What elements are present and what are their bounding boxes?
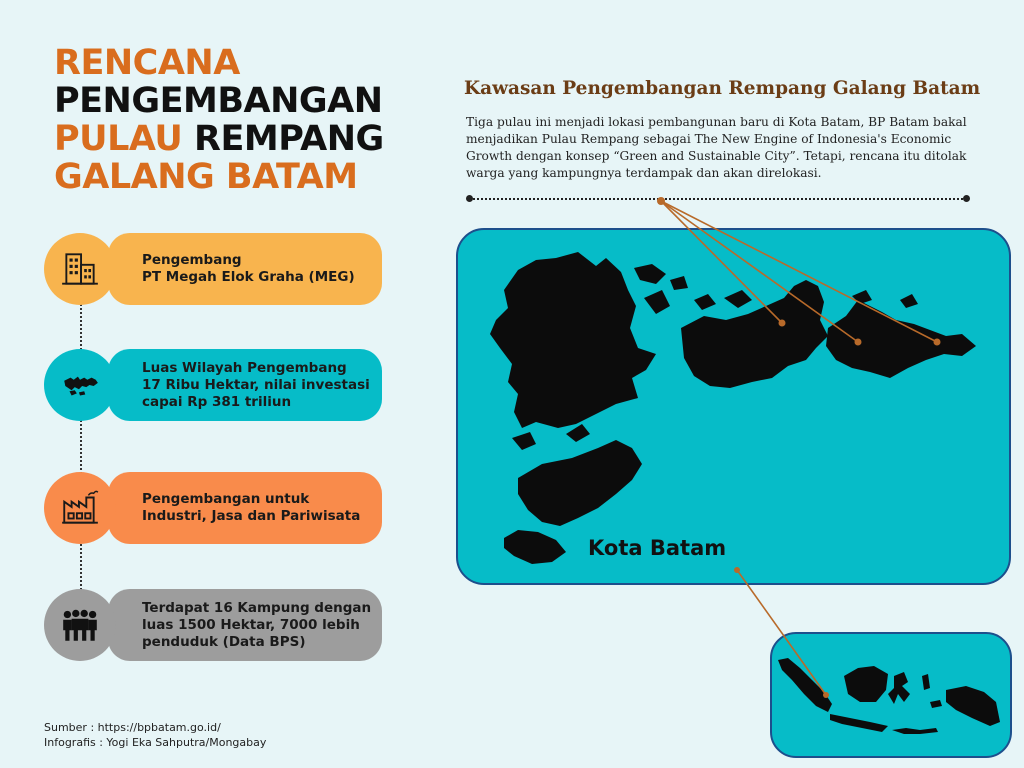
info-item-1-line-1: Pengembang: [142, 252, 242, 268]
marker-rempang: [779, 320, 786, 327]
info-item-2-line-2: 17 Ribu Hektar, nilai investasi: [142, 376, 370, 393]
source-credits: [44, 720, 266, 750]
marker-kota-batam: [734, 567, 740, 573]
marker-galang: [855, 339, 862, 346]
info-item-3-line-1: Pengembangan untuk: [142, 491, 310, 507]
marker-inset: [823, 692, 829, 698]
people-icon: [59, 604, 101, 646]
building-icon-badge: [44, 233, 116, 305]
title-line-1: RENCANA: [54, 43, 240, 83]
leader-line-galang-baru: [661, 201, 937, 342]
source-line: Sumber : https://bpbatam.go.id/: [44, 721, 221, 734]
info-item-3-line-2: Industri, Jasa dan Pariwisata: [142, 508, 361, 524]
info-item-2-line-1: Luas Wilayah Pengembang: [142, 359, 347, 376]
building-icon: [59, 248, 101, 290]
map-heading: Kawasan Pengembangan Rempang Galang Batam: [464, 78, 981, 99]
leader-line-inset: [737, 570, 826, 695]
factory-icon: [59, 487, 101, 529]
info-item-4-line-2: luas 1500 Hektar, 7000 lebih: [142, 616, 360, 633]
title-line-4: GALANG BATAM: [54, 157, 358, 197]
people-icon-badge: [44, 589, 116, 661]
city-label: Kota Batam: [588, 536, 727, 560]
leader-origin-dot: [657, 197, 665, 205]
title-line-3a: PULAU: [54, 119, 183, 159]
info-item-4-line-1: Terdapat 16 Kampung dengan: [142, 599, 372, 616]
leader-line-rempang: [661, 201, 782, 323]
info-item-4-line-3: penduduk (Data BPS): [142, 633, 306, 650]
leader-line-galang: [661, 201, 858, 342]
info-item-2-line-3: capai Rp 381 triliun: [142, 393, 292, 410]
map-description: Tiga pulau ini menjadi lokasi pembangunan baru di Kota Batam, BP Batam bakal menjadikan Pulau Rempang sebagai The New Engine of Indonesia's Economic Growth dengan konsep “Green and Sustainable City”. Tetapi, rencana itu ditolak warga yang kampungnya terdampak dan akan direlokasi.: [466, 115, 967, 180]
island-map-icon-badge: [44, 349, 116, 421]
info-item-1-line-2: PT Megah Elok Graha (MEG): [142, 269, 355, 285]
credit-line: Infografis : Yogi Eka Sahputra/Mongabay: [44, 736, 267, 749]
title-line-2: PENGEMBANGAN: [54, 81, 383, 121]
title-line-3b: REMPANG: [194, 119, 384, 159]
marker-galang-baru: [934, 339, 941, 346]
factory-icon-badge: [44, 472, 116, 544]
island-map-icon: [59, 364, 101, 406]
